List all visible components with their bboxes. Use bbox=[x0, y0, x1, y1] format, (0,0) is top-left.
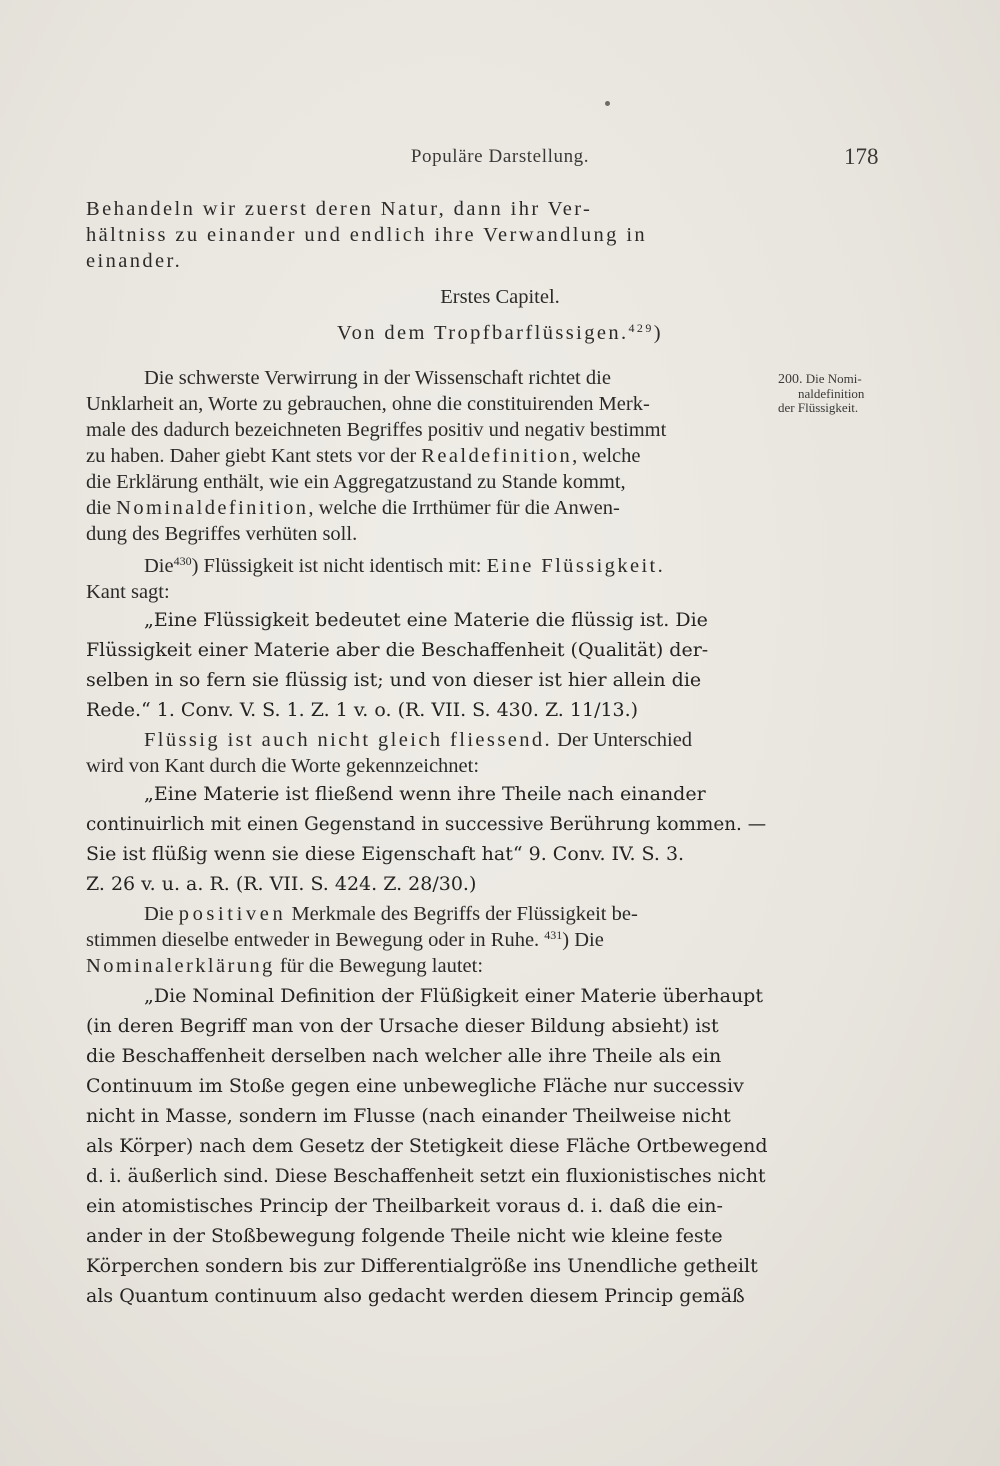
running-header: Populäre Darstellung. bbox=[410, 146, 590, 167]
quote-line: continuirlich mit einen Gegenstand in successive Berührung kommen. — bbox=[86, 813, 767, 835]
margin-note-line: Die Nomi- bbox=[805, 371, 862, 386]
margin-note-number: 200. bbox=[778, 372, 803, 387]
emphasis: Eine Flüssigkeit. bbox=[486, 555, 666, 577]
quote-line: Körperchen sondern bis zur Differentialgröße ins Unendliche getheilt bbox=[86, 1255, 758, 1277]
quote-line: Sie ist flüßig wenn sie diese Eigenschaft hat“ 9. Conv. IV. S. 3. bbox=[86, 843, 685, 865]
page-number: 178 bbox=[844, 144, 879, 169]
quote-line: Flüssigkeit einer Materie aber die Beschaffenheit (Qualität) der- bbox=[86, 639, 709, 661]
footnote-ref: 430 bbox=[173, 554, 192, 568]
emphasis: Flüssig ist auch nicht gleich fliessend. bbox=[144, 729, 553, 751]
emphasis: Nominaldefinition bbox=[116, 497, 309, 519]
text-line: wird von Kant durch die Worte gekennzeichnet: bbox=[86, 755, 480, 777]
section-title: Von dem Tropfbarflüssigen.$^{429}$) bbox=[337, 321, 663, 344]
quote-line: nicht in Masse, sondern im Flusse (nach einander Theilweise nicht bbox=[86, 1105, 731, 1127]
quote-line: „Eine Flüssigkeit bedeutet eine Materie die flüssig ist. Die bbox=[144, 609, 708, 631]
text-line: einander. bbox=[86, 250, 183, 272]
quote-line: d. i. äußerlich sind. Diese Beschaffenheit setzt ein fluxionistisches nicht bbox=[86, 1165, 766, 1187]
quote-line: „Eine Materie ist fließend wenn ihre Theile nach einander bbox=[144, 783, 706, 805]
quote-line: Continuum im Stoße gegen eine unbewegliche Fläche nur successiv bbox=[86, 1075, 744, 1097]
text-line: hältniss zu einander und endlich ihre Verwandlung in bbox=[86, 224, 648, 246]
quote-line: Z. 26 v. u. a. R. (R. VII. S. 424. Z. 28/30.) bbox=[86, 873, 477, 895]
quote-line: ander in der Stoßbewegung folgende Theile nicht wie kleine feste bbox=[86, 1225, 723, 1247]
emphasis: Realdefinition bbox=[421, 445, 573, 467]
text-line: Die$^{430}$) Flüssigkeit ist nicht identisch mit: Eine Flüssigkeit. bbox=[144, 554, 666, 577]
quote-line: „Die Nominal Definition der Flüßigkeit einer Materie überhaupt bbox=[144, 985, 763, 1007]
chapter-title: Erstes Capitel. bbox=[440, 286, 560, 308]
text-line: Die schwerste Verwirrung in der Wissenschaft richtet die bbox=[144, 367, 611, 389]
margin-note bbox=[778, 372, 896, 415]
text-line: Die positiven Merkmale des Begriffs der Flüssigkeit be- bbox=[144, 903, 638, 925]
quote-line: (in deren Begriff man von der Ursache dieser Bildung absieht) ist bbox=[86, 1015, 719, 1037]
text-line: Behandeln wir zuerst deren Natur, dann ihr Ver- bbox=[86, 198, 593, 220]
quote-line: ein atomistisches Princip der Theilbarkeit voraus d. i. daß die ein- bbox=[86, 1195, 723, 1217]
footnote-ref: 431 bbox=[544, 928, 563, 942]
text-line: die Nominaldefinition, welche die Irrthümer für die Anwen- bbox=[86, 497, 620, 519]
text-line: dung des Begriffes verhüten soll. bbox=[86, 523, 358, 545]
emphasis: Nominalerklärung bbox=[86, 955, 275, 977]
ink-speck bbox=[605, 101, 610, 106]
text-line: male des dadurch bezeichneten Begriffes positiv und negativ bestimmt bbox=[86, 419, 667, 441]
quote-line: Rede.“ 1. Conv. V. S. 1. Z. 1 v. o. (R. VII. S. 430. Z. 11/13.) bbox=[86, 699, 639, 721]
text-line: stimmen dieselbe entweder in Bewegung oder in Ruhe. $^{431}$) Die bbox=[86, 928, 604, 951]
quote-line: selben in so fern sie flüssig ist; und von dieser ist hier allein die bbox=[86, 669, 702, 691]
text-line: zu haben. Daher giebt Kant stets vor der Realdefinition, welche bbox=[86, 445, 641, 467]
quote-line: als Quantum continuum also gedacht werden diesem Princip gemäß bbox=[86, 1285, 745, 1307]
text-line: Nominalerklärung für die Bewegung lautet: bbox=[86, 955, 484, 977]
text-line: Kant sagt: bbox=[86, 581, 170, 603]
footnote-ref: 429 bbox=[628, 321, 654, 335]
text-line: Unklarheit an, Worte zu gebrauchen, ohne die constituirenden Merk- bbox=[86, 393, 650, 415]
emphasis: positiven bbox=[178, 903, 287, 925]
margin-note-line: der Flüssigkeit. bbox=[778, 400, 859, 415]
quote-line: als Körper) nach dem Gesetz der Stetigkeit diese Fläche Ortbewegend bbox=[86, 1135, 768, 1157]
text-line: die Erklärung enthält, wie ein Aggregatzustand zu Stande kommt, bbox=[86, 471, 626, 493]
text-line: Flüssig ist auch nicht gleich fliessend. Der Unterschied bbox=[144, 729, 693, 751]
margin-note-line: naldefinition bbox=[798, 386, 865, 401]
quote-line: die Beschaffenheit derselben nach welcher alle ihre Theile als ein bbox=[86, 1045, 722, 1067]
